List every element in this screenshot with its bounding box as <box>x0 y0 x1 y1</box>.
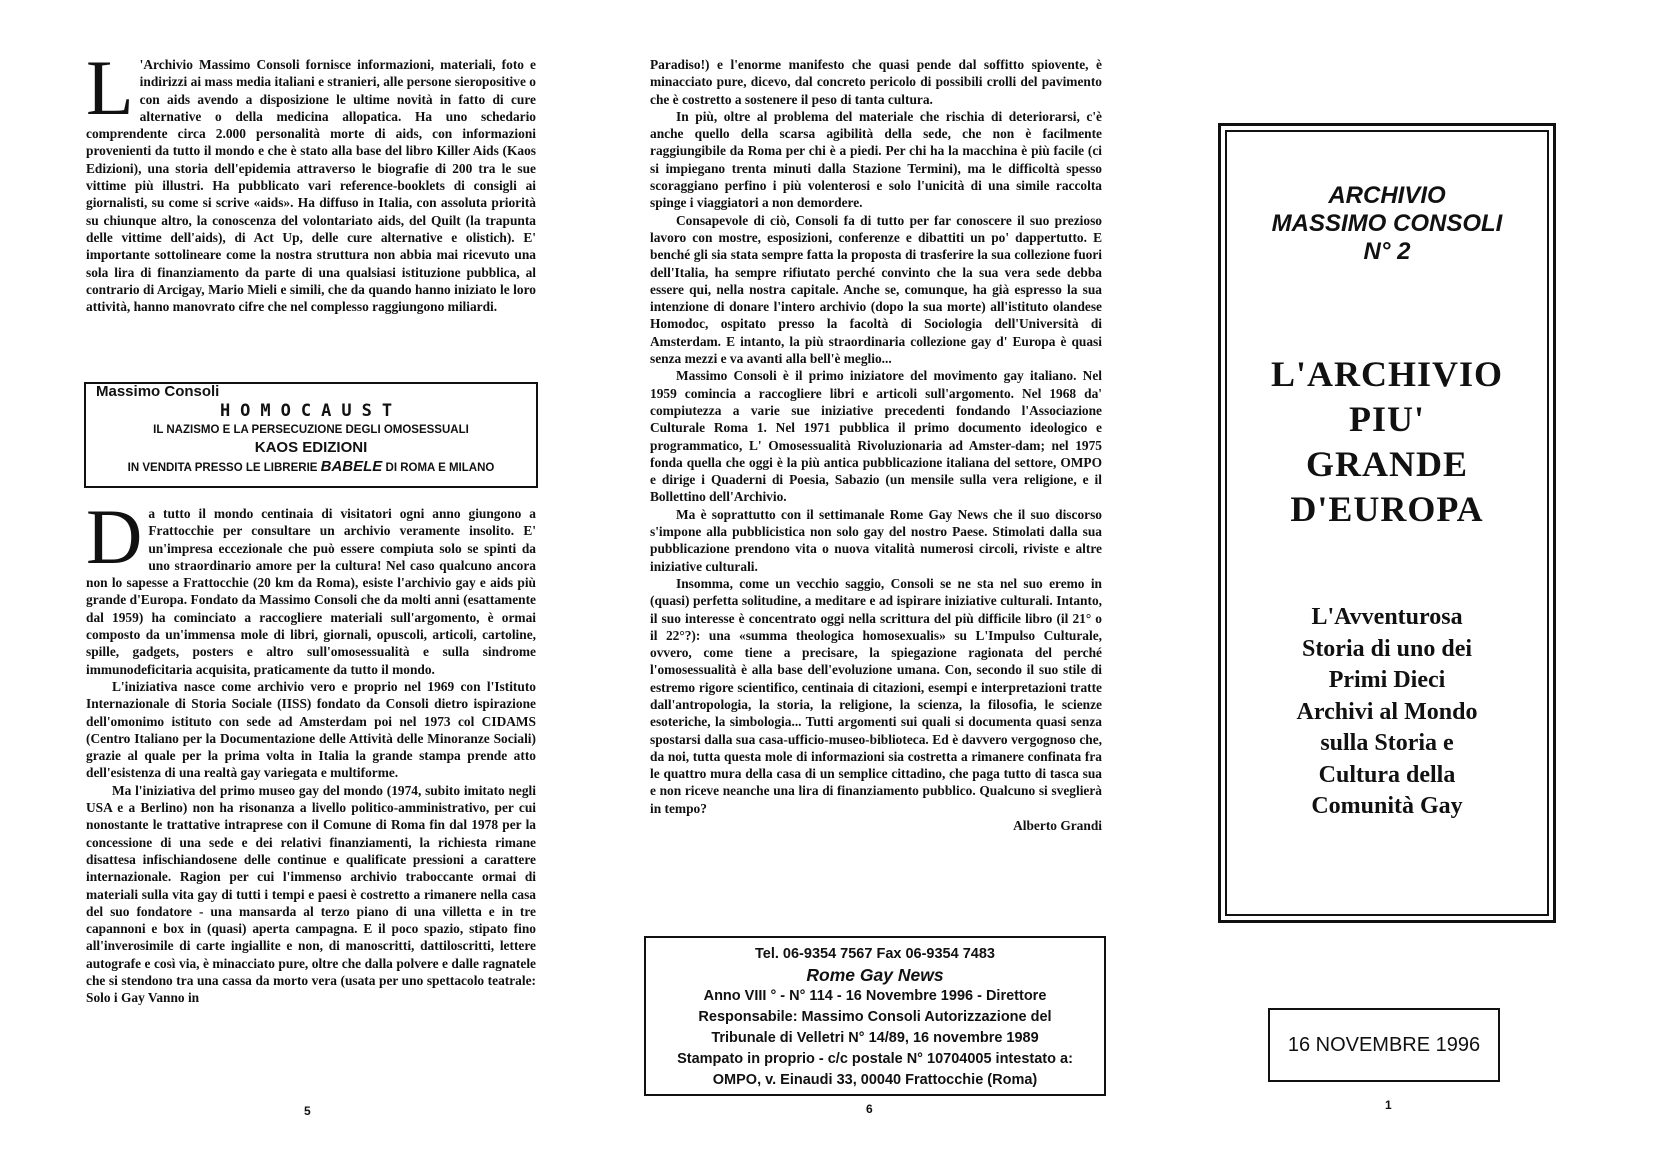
page-number: 6 <box>866 1102 873 1116</box>
box-line: Stampato in proprio - c/c postale N° 10704005 intestato a: <box>677 1051 1073 1067</box>
paragraph: Consapevole di ciò, Consoli fa di tutto per far conoscere il suo prezioso lavoro con mostre, esposizioni, conferenze e dibattiti un po' dappertutto. E benché gli sia stata sempre fatta la proposta di trasferire la sua collezione fuori dell'Italia, ha sempre rifiutato perché convinto che la sua vera sede debba essere qui, nella nostra capitale. Anche se, comunque, ha già espresso la sua intenzione di donare l'intero archivio (dopo la sua morte) all'istituto olandese Homodoc, ospitato presso la facoltà di Sociologia dell'Università di Amsterdam. E intanto, la più straordinaria collezione gay d' Europa è quasi senza mezzi e va avanti alla bell'è meglio... <box>650 212 1102 367</box>
drop-cap-d: D <box>86 493 143 580</box>
page-number: 1 <box>1385 1098 1392 1112</box>
page-5-intro <box>86 44 536 315</box>
paragraph: Ma l'iniziativa del primo museo gay del mondo (1974, subito imitato negli USA e a Berlino) non ha risonanza a livello politico-amministrativo, per cui nonostante le trattative intraprese con il Comune di Roma fin dal 1978 per la concessione di una sede e dei relativi finanziamenti, la richiesta rimane disattesa infischiandosene delle continue e qualificate pressioni a carattere internazionale. Ragion per cui l'immenso archivio traboccante ormai di materiali sulla vita gay di tutti i tempi e paesi è costretto a rimanere nella casa del suo fondatore - una mansarda al terzo piano di una villetta e in tre capannoni e box in (quasi) aperta campagna. E il poco spazio, stipato fino all'inverosimile di carte ingiallite e non, di manoscritti, dattiloscritti, lettere autografe e così via, è minacciato pure, oltre che dalla polvere e dalle ragnatele che si stendono tra una cassa da morto vera (usata per uno spettacolo teatrale: Solo i Gay Vanno in <box>86 782 536 1006</box>
ad-subtitle: IL NAZISMO E LA PERSECUZIONE DEGLI OMOSESSUALI <box>153 424 469 436</box>
drop-cap-l: L <box>86 44 134 131</box>
signature: Alberto Grandi <box>1013 818 1102 834</box>
intro-paragraph: 'Archivio Massimo Consoli fornisce informazioni, materiali, foto e indirizzi ai mass media italiani e stranieri, alle persone sieropositive o con aids avendo a disposizione le ultime novità in fatto di cure alternative o della medicina allopatica. Ha uno schedario comprendente circa 2.000 personalità morte di aids, con informazioni provenienti da tutto il mondo e che è stato alla base del libro Killer Aids (Kaos Edizioni), una storia dell'epidemia attraverso le biografie di 200 tra le sue vittime più illustri. Ha pubblicato vari reference-booklets di consigli ai giornalisti, su come si scrive «aids». Ha diffuso in Italia, con assoluta priorità su chiunque altro, la conoscenza del volontariato aids, del Quilt (la trapunta delle vittime dell'aids), di Act Up, delle cure alternative e olistich). E' importante sottolineare come la nostra struttura non abbia mai ricevuto una sola lira di finanziamento da parte di una qualsiasi istituzione pubblica, al contrario di Arcigay, Mario Mieli e simili, che da quando hanno iniziato le loro attività, hanno manovrato cifre che nel complesso raggiungono miliardi. <box>86 57 536 315</box>
page-6-main <box>650 56 1102 834</box>
paragraph: In più, oltre al problema del materiale che rischia di deteriorarsi, c'è anche quello della scarsa agibilità della sede, che non è facilmente raggiungibile da Roma per chi è a piedi. Per chi ha la macchina è più facile (ci si impiegano trenta minuti dalla Stazione Termini), ma le difficoltà spesso scoraggiano perfino i più volenterosi e solo l'unicità di una simile raccolta spinge i viaggiatori a non demordere. <box>650 108 1102 211</box>
paragraph: a tutto il mondo centinaia di visitatori ogni anno giungono a Frattocchie per consultare un archivio veramente insolito. E' un'impresa eccezionale che può essere compiuta solo se spinti da uno straordinario amore per la cultura! Nel caso qualcuno ancora non lo sapesse a Frattocchie (20 km da Roma), esiste l'archivio gay e aids più grande d'Europa. Fondato da Massimo Consoli che da molti anni (esattamente dal 1959) ha cominciato a raccogliere materiali sull'argomento, è ormai composto da un'immensa mole di libri, giornali, opuscoli, articoli, cartoline, spille, gadgets, posters e altro sull'omosessualità e sulla sindrome immunodeficitaria acquisita, praticamente da tutto il mondo. <box>86 506 536 677</box>
paragraph: Insomma, come un vecchio saggio, Consoli se ne sta nel suo eremo in (quasi) perfetta solitudine, a meditare e ad ispirare iniziative culturali. Intanto, il suo interesse è concentrato oggi nella scrittura del più difficile libro (il 21° o il 22°?): una «summa theologica homosexualis» su L'Impulso Culturale, ovvero, come tiene a precisare, la spiegazione ragionata del perché l'omosessualità è alla base dell'evoluzione umana. Con, secondo il suo stile di estremo rigore scientifico, centinaia di citazioni, esempi e interpretazioni tratte dall'antropologia, la storia, la religione, la scienza, la filosofia, le scienze esoteriche, la simbologia... Tutti argomenti sui quali si documenta quasi senza spostarsi dalla sua casa-ufficio-museo-biblioteca. Ed è davvero vergognoso che, da noi, tutta questa mole di informazioni sia costretta a rimanere confinata fra le quattro mura della casa di un semplice cittadino, che paga tutto di tasca sua e non riceve neanche una lira di finanziamento pubblico. Qualcuno si sveglierà in tempo? <box>650 575 1102 816</box>
cover-subtitle: L'Avventurosa Storia di uno dei Primi Dieci Archivi al Mondo sulla Storia e Cultura della Comunità Gay <box>1296 604 1478 819</box>
box-line: Anno VIII ° - N° 114 - 16 Novembre 1996 - Direttore <box>703 988 1047 1004</box>
ad-book-title: HOMOCAUST <box>219 401 403 421</box>
ad-sale-line: IN VENDITA PRESSO LE LIBRERIE BABELE DI ROMA E MILANO <box>127 458 495 475</box>
page-5-main <box>86 493 536 1007</box>
ad-author: Massimo Consoli <box>96 383 220 400</box>
paragraph: L'iniziativa nasce come archivio vero e proprio nel 1969 con l'Istituto Internazionale di Storia Sociale (IISS) fondato da Consoli dietro ispirazione dell'omonimo istituto con sede ad Amsterdam poi nel 1973 col CIDAMS (Centro Italiano per la Documentazione delle Attività delle Minoranze Sociali) grazie al quale per la prima volta in Italia la grande stampa prende atto dell'esistenza di una realtà gay variegata e multiforme. <box>86 678 536 781</box>
cover-title: L'ARCHIVIO PIU' GRANDE D'EUROPA <box>1270 354 1504 529</box>
ad-store: BABELE <box>320 458 383 475</box>
page-5 <box>0 0 560 1172</box>
box-line: Tribunale di Velletri N° 14/89, 16 novembre 1989 <box>711 1030 1039 1046</box>
ad-publisher: KAOS EDIZIONI <box>254 439 368 456</box>
paragraph: Paradiso!) e l'enorme manifesto che quasi pende dal soffitto spiovente, è minacciato pure, dicevo, dal concreto pericolo di possibili crolli del pavimento che è costretto a sostenere il peso di tanta cultura. <box>650 57 1102 107</box>
cover-frame <box>1218 123 1556 923</box>
cover-date-box: 16 NOVEMBRE 1996 <box>1268 1008 1500 1082</box>
paragraph: Massimo Consoli è il primo iniziatore del movimento gay italiano. Nel 1959 comincia a raccogliere libri e articoli sull'argomento. Nel 1968 da' compiutezza a varie sue iniziative precedenti fondando l'Associazione Culturale Roma 1. Nel 1971 pubblica il primo documento ideologico e programmatico, L' Omosessualità Rivoluzionaria ad Amster-dam; nel 1975 fonda quella che oggi è la più antica pubblicazione italiana del settore, OMPO e dirige i Quaderni di Poesia, Sabazio (un mensile sulla vera religione, e il Bollettino dell'Archivio. <box>650 368 1102 505</box>
paragraph: Ma è soprattutto con il settimanale Rome Gay News che il suo discorso s'impone alla pubblicistica non solo gay del nostro Paese. Stimolati dalla sua pubblicazione prendono vita o nuova vitalità numerosi circoli, riviste e altre iniziative culturali. <box>650 506 1102 574</box>
homocaust-ad-box <box>84 382 538 488</box>
cover-inner-frame <box>1225 130 1549 916</box>
box-phone-line: Tel. 06-9354 7567 Fax 06-9354 7483 <box>755 946 995 962</box>
box-line: OMPO, v. Einaudi 33, 00040 Frattocchie (Roma) <box>712 1072 1038 1088</box>
cover-header: ARCHIVIO MASSIMO CONSOLI N° 2 <box>1271 182 1503 265</box>
page-6 <box>560 0 1120 1172</box>
box-newspaper-name: Rome Gay News <box>806 965 944 985</box>
page-number: 5 <box>304 1104 311 1118</box>
rome-gay-news-box <box>644 936 1106 1096</box>
box-line: Responsabile: Massimo Consoli Autorizzazione del <box>698 1009 1052 1025</box>
